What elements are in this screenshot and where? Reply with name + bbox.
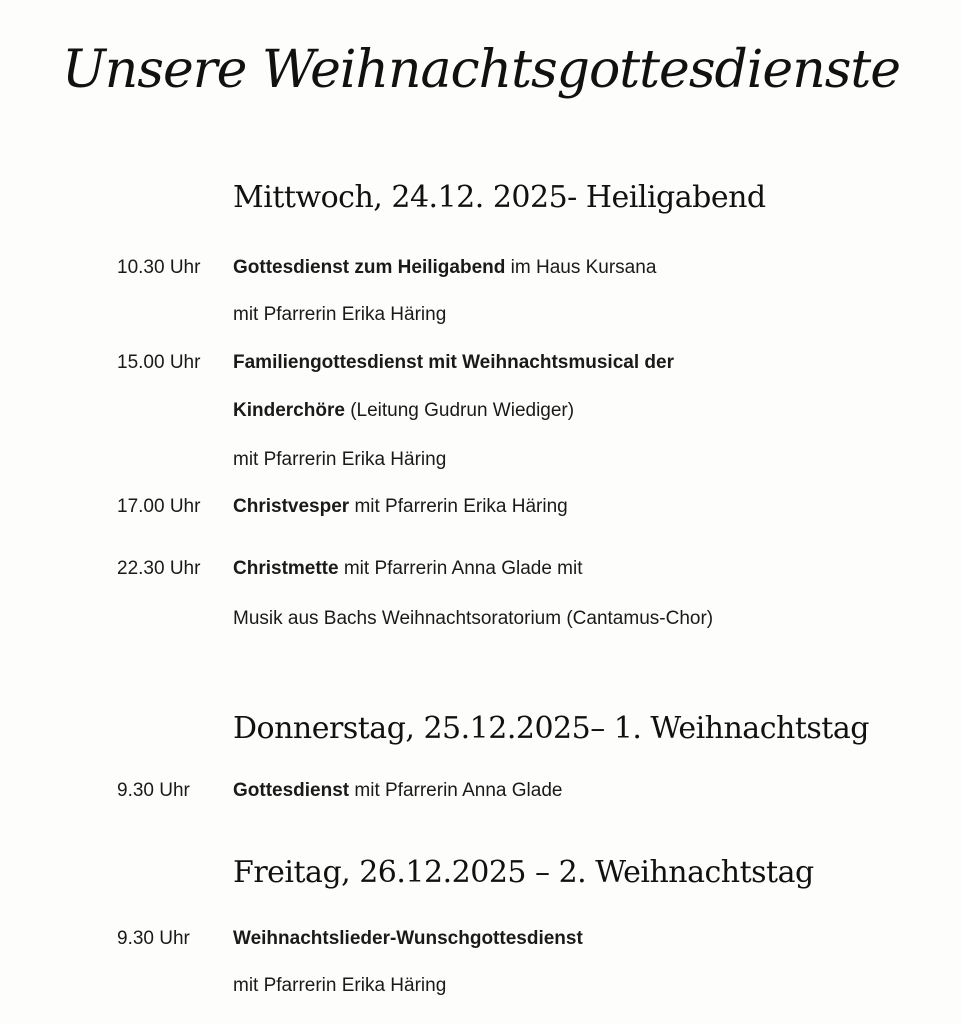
day-heading-first-christmas-day: Donnerstag, 25.12.2025– 1. Weihnachtstag (233, 711, 869, 746)
event-title: Weihnachtslieder-Wunschgottesdienst (233, 928, 583, 949)
page-title: Unsere Weihnachtsgottesdienste (61, 40, 901, 100)
event-title: Christmette (233, 558, 339, 579)
event-detail: mit Pfarrerin Anna Glade (349, 780, 563, 801)
event-line (233, 928, 583, 950)
event-time: 17.00 Uhr (117, 496, 201, 517)
event-detail: mit Pfarrerin Erika Häring (233, 975, 447, 996)
day-heading-second-christmas-day: Freitag, 26.12.2025 – 2. Weihnachtstag (233, 855, 814, 890)
event-line (233, 975, 446, 997)
event-detail: (Leitung Gudrun Wiediger) (344, 400, 575, 421)
event-line (233, 496, 568, 518)
event-title: Gottesdienst (233, 780, 350, 801)
event-time: 15.00 Uhr (117, 352, 201, 373)
event-title: Familiengottesdienst mit Weihnachtsmusical der (233, 352, 674, 373)
event-line (233, 352, 674, 374)
event-title: Gottesdienst zum Heiligabend (233, 257, 506, 278)
event-title: Christvesper (233, 496, 350, 517)
event-detail: mit Pfarrerin Anna Glade mit (338, 558, 583, 579)
event-detail: im Haus Kursana (505, 257, 657, 278)
event-line (233, 257, 656, 279)
event-detail: mit Pfarrerin Erika Häring (233, 304, 447, 325)
event-time: 9.30 Uhr (117, 928, 190, 949)
event-title: Kinderchöre (233, 400, 345, 421)
event-time: 10.30 Uhr (117, 257, 201, 278)
event-line (233, 608, 713, 630)
event-line (233, 780, 562, 802)
event-line (233, 449, 446, 471)
event-time: 22.30 Uhr (117, 558, 201, 579)
event-line (233, 304, 446, 326)
event-detail: mit Pfarrerin Erika Häring (349, 496, 568, 517)
event-line (233, 558, 583, 580)
event-line (233, 400, 574, 422)
event-detail: mit Pfarrerin Erika Häring (233, 449, 447, 470)
event-time: 9.30 Uhr (117, 780, 190, 801)
day-heading-heiligabend: Mittwoch, 24.12. 2025- Heiligabend (233, 180, 766, 215)
event-detail: Musik aus Bachs Weihnachtsoratorium (Cantamus-Chor) (233, 608, 714, 629)
